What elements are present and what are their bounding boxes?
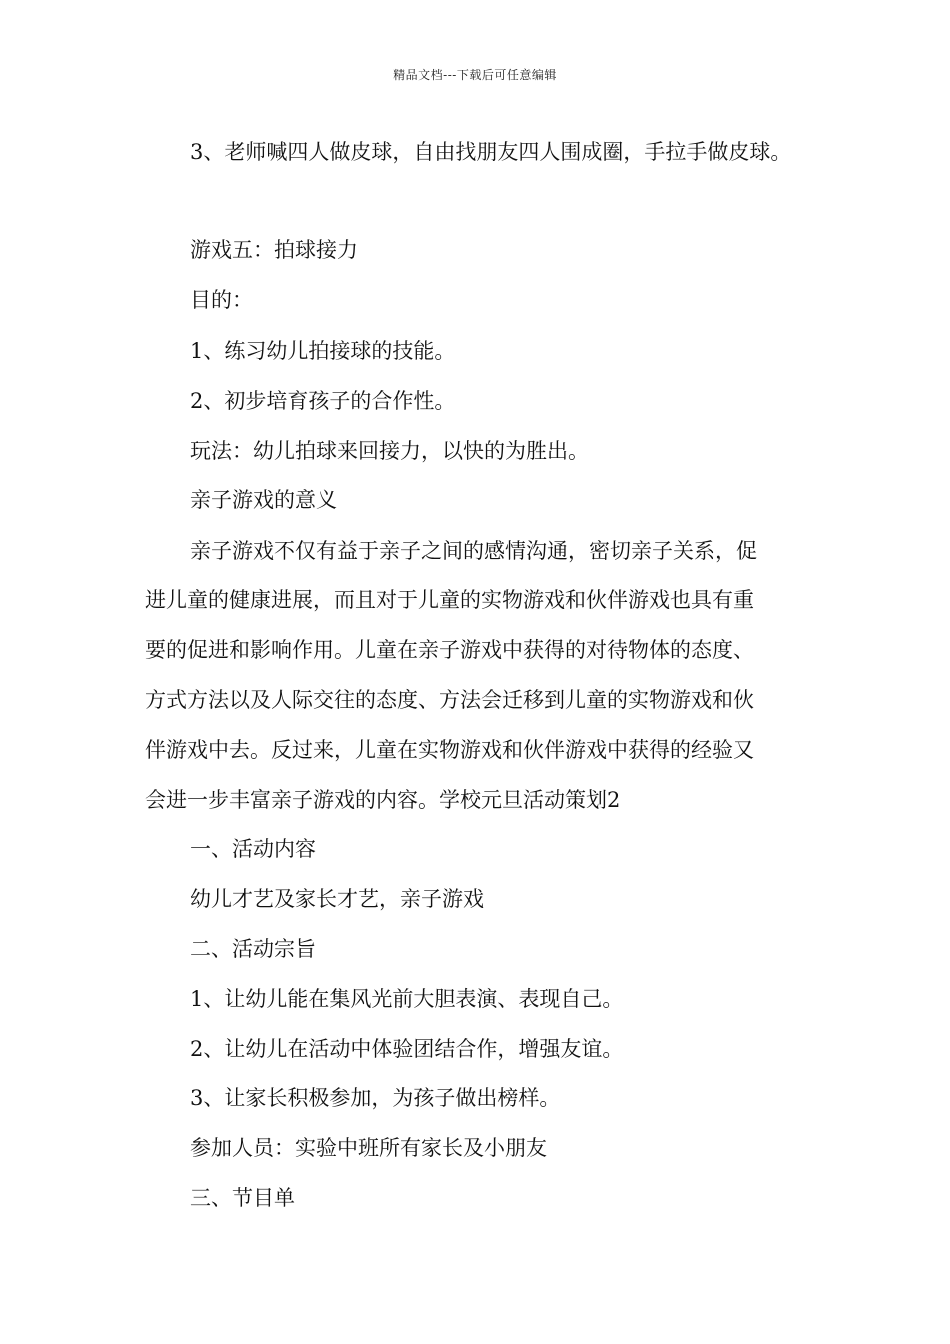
text-line: 目的： bbox=[190, 288, 253, 312]
text-line: 2、让幼儿在活动中体验团结合作，增强友谊。 bbox=[190, 1037, 624, 1061]
paragraph-line: 进儿童的健康进展，而且对于儿童的实物游戏和伙伴游戏也具有重 bbox=[145, 588, 754, 612]
section-heading: 一、活动内容 bbox=[190, 837, 316, 861]
text-line: 2、初步培育孩子的合作性。 bbox=[190, 389, 456, 413]
section-heading: 亲子游戏的意义 bbox=[190, 488, 337, 512]
section-heading: 三、节目单 bbox=[190, 1186, 295, 1210]
text-line: 1、练习幼儿拍接球的技能。 bbox=[190, 339, 456, 363]
paragraph-line: 要的促进和影响作用。儿童在亲子游戏中获得的对待物体的态度、 bbox=[145, 638, 754, 662]
text-line: 参加人员：实验中班所有家长及小朋友 bbox=[190, 1136, 547, 1160]
paragraph-line: 方式方法以及人际交往的态度、方法会迁移到儿童的实物游戏和伙 bbox=[145, 688, 754, 712]
section-heading: 二、活动宗旨 bbox=[190, 937, 316, 961]
paragraph-line: 亲子游戏不仅有益于亲子之间的感情沟通，密切亲子关系，促 bbox=[190, 539, 757, 563]
paragraph-line: 伴游戏中去。反过来，儿童在实物游戏和伙伴游戏中获得的经验又 bbox=[145, 738, 754, 762]
page-header: 精品文档---下载后可任意编辑 bbox=[393, 68, 557, 82]
text-line: 玩法：幼儿拍球来回接力，以快的为胜出。 bbox=[190, 439, 589, 463]
paragraph-line: 会进一步丰富亲子游戏的内容。学校元旦活动策划2 bbox=[145, 788, 621, 812]
text-line: 幼儿才艺及家长才艺，亲子游戏 bbox=[190, 887, 484, 911]
text-line: 3、老师喊四人做皮球，自由找朋友四人围成圈，手拉手做皮球。 bbox=[190, 140, 792, 164]
section-heading: 游戏五：拍球接力 bbox=[190, 238, 358, 262]
text-line: 1、让幼儿能在集风光前大胆表演、表现自己。 bbox=[190, 987, 624, 1011]
text-line: 3、让家长积极参加，为孩子做出榜样。 bbox=[190, 1086, 561, 1110]
